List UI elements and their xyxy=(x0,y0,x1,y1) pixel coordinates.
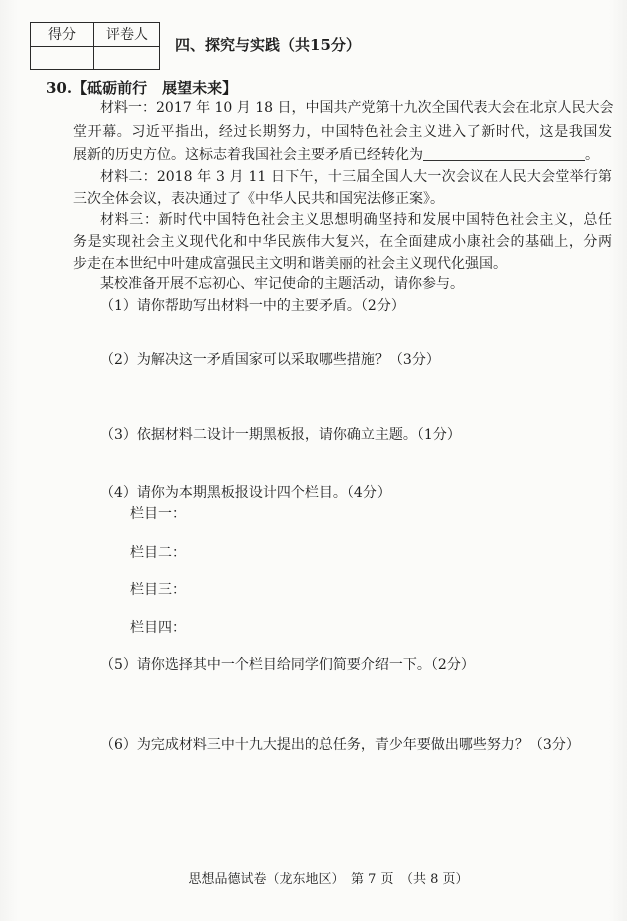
material-1-line-2: 堂开幕。习近平指出，经过长期努力，中国特色社会主义进入了新时代，这是我国发 xyxy=(73,124,612,140)
page-footer: 思想品德试卷（龙东地区） 第 7 页 （共 8 页） xyxy=(188,872,469,887)
answer-blank xyxy=(423,146,585,161)
activity-intro: 某校准备开展不忘初心、牢记使命的主题活动，请你参与。 xyxy=(100,276,464,292)
table-divider-horizontal xyxy=(31,46,159,47)
sub-question-5: （5）请你选择其中一个栏目给同学们简要介绍一下。（2分） xyxy=(100,657,475,673)
column-label-4: 栏目四： xyxy=(130,620,186,636)
material-2-line-1: 材料二：2018 年 3 月 11 日下午，十三届全国人大一次会议在人民大会堂举行第 xyxy=(100,169,612,185)
sub-question-3: （3）依据材料二设计一期黑板报，请你确立主题。（1分） xyxy=(100,427,461,443)
material-1-line-3 xyxy=(73,145,599,165)
score-table xyxy=(30,22,160,70)
blank-suffix: 。 xyxy=(585,147,599,163)
column-label-2: 栏目二： xyxy=(130,545,186,561)
section-title: 四、探究与实践（共15分） xyxy=(175,36,361,54)
sub-question-4: （4）请你为本期黑板报设计四个栏目。（4分） xyxy=(100,485,391,501)
material-1-line-1: 材料一：2017 年 10 月 18 日，中国共产党第十九次全国代表大会在北京人民大会 xyxy=(100,100,614,116)
question-title: 30.【砥砺前行 展望未来】 xyxy=(46,79,238,97)
sub-question-1: （1）请你帮助写出材料一中的主要矛盾。（2分） xyxy=(100,298,405,314)
score-header: 得分 xyxy=(48,27,76,43)
column-label-1: 栏目一： xyxy=(130,506,186,522)
material-1-line-3-text: 展新的历史方位。这标志着我国社会主要矛盾已经转化为 xyxy=(73,147,423,163)
material-3-line-1: 材料三：新时代中国特色社会主义思想明确坚持和发展中国特色社会主义，总任 xyxy=(100,212,612,228)
sub-question-2: （2）为解决这一矛盾国家可以采取哪些措施？（3分） xyxy=(100,352,440,368)
column-label-3: 栏目三： xyxy=(130,582,186,598)
material-3-line-2: 务是实现社会主义现代化和中华民族伟大复兴，在全面建成小康社会的基础上，分两 xyxy=(73,234,612,250)
material-2-line-2: 三次全体会议，表决通过了《中华人民共和国宪法修正案》。 xyxy=(73,191,444,207)
sub-question-6: （6）为完成材料三中十九大提出的总任务，青少年要做出哪些努力？（3分） xyxy=(100,737,580,753)
grader-header: 评卷人 xyxy=(106,27,148,43)
material-3-line-3: 步走在本世纪中叶建成富强民主文明和谐美丽的社会主义现代化强国。 xyxy=(73,256,507,272)
